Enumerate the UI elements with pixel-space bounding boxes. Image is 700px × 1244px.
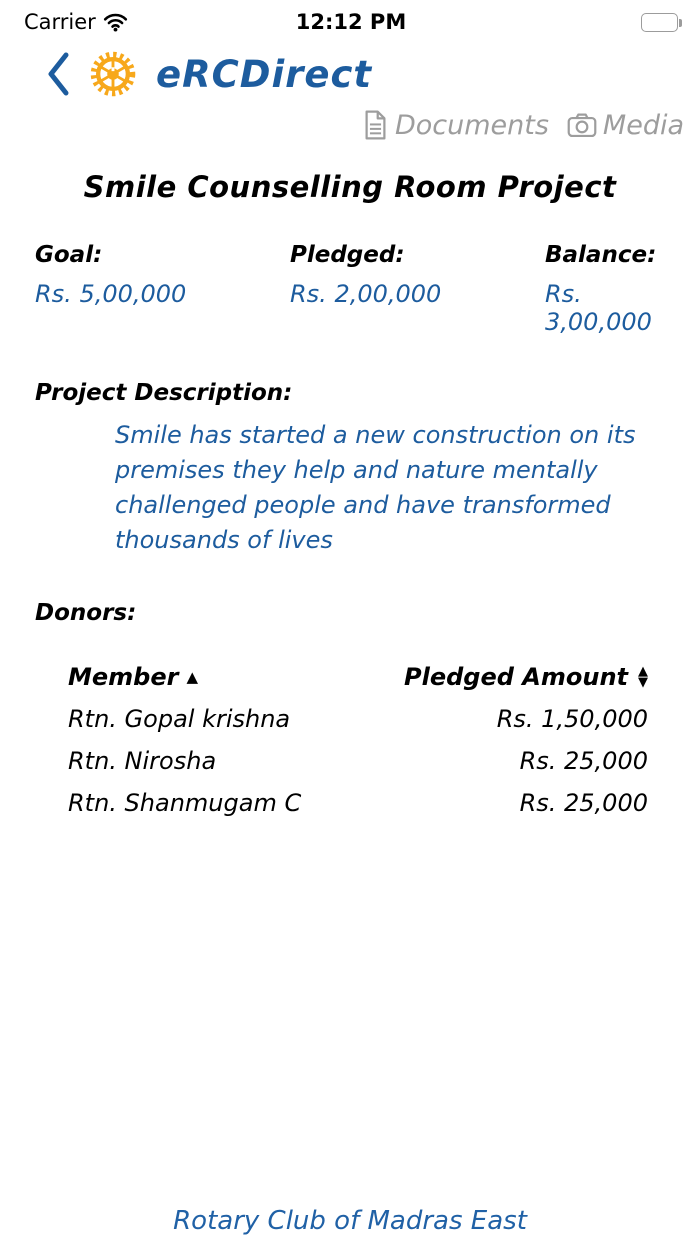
donors-table [68,656,648,824]
donor-pledged-amount: Rs. 1,50,000 [496,705,648,733]
carrier-label: Carrier [24,10,96,34]
donors-label: Donors: [35,600,137,626]
table-row [68,698,648,740]
app-title: eRCDirect [156,52,373,96]
pledged-label: Pledged: [290,242,405,268]
balance-value: Rs. 3,00,000 [545,280,652,336]
back-button[interactable] [46,51,70,97]
rotary-wheel-logo-icon [90,51,136,97]
goal-label: Goal: [35,242,103,268]
donor-member-name: Rtn. Nirosha [68,747,217,775]
goal-value: Rs. 5,00,000 [35,280,187,308]
stat-balance [545,242,680,336]
back-chevron-icon [46,51,70,97]
sort-ascending-icon: ▲ [186,667,199,686]
member-column-label: Member [68,663,179,691]
documents-button[interactable] [362,110,549,141]
donor-member-name: Rtn. Gopal krishna [68,705,291,733]
table-row [68,740,648,782]
donor-member-name: Rtn. Shanmugam C [68,789,302,817]
sort-both-icon: ▲ ▼ [638,664,648,690]
description-text: Smile has started a new construction on its premises they help and nature mentally challenged people and have transformed thousands of lives [115,421,636,554]
donor-pledged-amount: Rs. 25,000 [519,747,648,775]
description-label: Project Description: [35,380,293,406]
club-name-footer: Rotary Club of Madras East [173,1206,527,1236]
member-column-header[interactable] [68,663,198,691]
page-title: Smile Counselling Room Project [83,170,617,204]
balance-label: Balance: [545,242,657,268]
media-label: Media [602,109,684,141]
toolbar [0,100,700,142]
pledged-amount-column-label: Pledged Amount [404,663,628,691]
stat-pledged [290,242,545,336]
donors-table-header [68,656,648,698]
wifi-icon [103,13,128,32]
pledged-value: Rs. 2,00,000 [290,280,442,308]
stat-goal [35,242,290,336]
media-button[interactable] [567,110,684,141]
documents-label: Documents [394,109,549,141]
donor-pledged-amount: Rs. 25,000 [519,789,648,817]
status-bar [0,0,700,38]
battery-icon [641,13,678,32]
table-row [68,782,648,824]
status-time: 12:12 PM [295,10,407,34]
app-header [0,38,700,100]
camera-icon [567,112,597,138]
pledged-amount-column-header[interactable] [404,663,648,691]
document-icon [362,110,389,140]
project-stats [0,242,700,336]
